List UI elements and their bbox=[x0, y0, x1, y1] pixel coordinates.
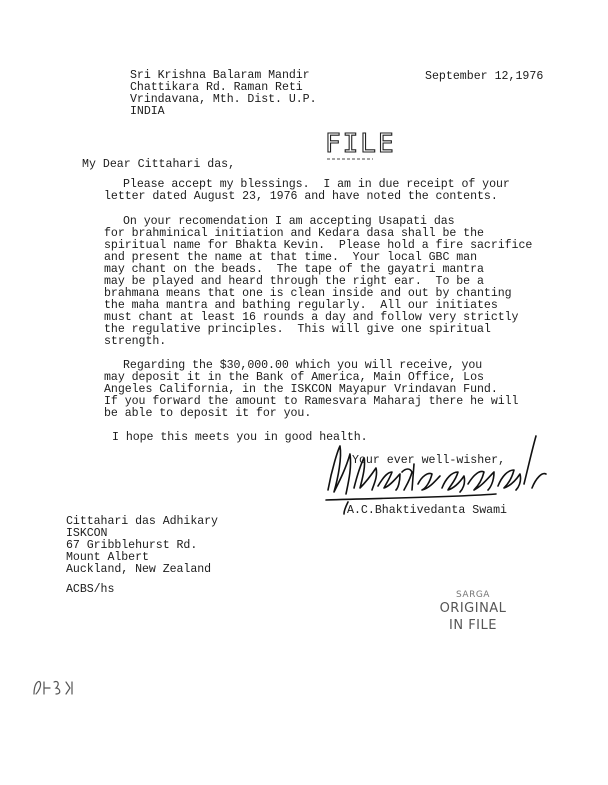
recipient-address-line: Mount Albert bbox=[66, 551, 149, 564]
body-line: I hope this meets you in good health. bbox=[112, 431, 368, 444]
sender-address-line: INDIA bbox=[130, 105, 165, 118]
stamp-small-text: SARGA bbox=[456, 590, 490, 600]
stamp-line-original: ORIGINAL bbox=[439, 601, 507, 616]
body-line: Angeles California, in the ISKCON Mayapur Vrindavan Fund. bbox=[104, 383, 498, 396]
letter-date: September 12,1976 bbox=[425, 70, 544, 83]
margin-scribble bbox=[30, 676, 78, 700]
body-line: and present the name at that time. Your local GBC man bbox=[104, 251, 477, 264]
file-stamp bbox=[323, 126, 396, 164]
body-line: If you forward the amount to Ramesvara Maharaj there he will bbox=[104, 395, 519, 408]
body-line: spiritual name for Bhakta Kevin. Please hold a fire sacrifice bbox=[104, 239, 533, 252]
body-line: be able to deposit it for you. bbox=[104, 407, 312, 420]
body-line: for brahminical initiation and Kedara dasa shall be the bbox=[104, 227, 484, 240]
body-line: the maha mantra and bathing regularly. All our initiates bbox=[104, 299, 498, 312]
body-line: Regarding the $30,000.00 which you will receive, you bbox=[123, 359, 483, 372]
stamp-line-in-file: IN FILE bbox=[449, 618, 497, 633]
body-line: may be played and heard through the right ear. To be a bbox=[104, 275, 484, 288]
body-line: may chant on the beads. The tape of the gayatri mantra bbox=[104, 263, 484, 276]
recipient-address-line: Cittahari das Adhikary bbox=[66, 515, 218, 528]
body-line: may deposit it in the Bank of America, Main Office, Los bbox=[104, 371, 484, 384]
file-stamp-text: FILE bbox=[325, 129, 396, 159]
original-in-file-stamp bbox=[428, 590, 518, 634]
body-line: brahmana means that one is clean inside and out by chanting bbox=[104, 287, 512, 300]
recipient-address-line: 67 Gribblehurst Rd. bbox=[66, 539, 198, 552]
signer-name: A.C.Bhaktivedanta Swami bbox=[347, 504, 508, 517]
body-line: the regulative principles. This will give one spiritual bbox=[104, 323, 491, 336]
sender-address-line: Vrindavana, Mth. Dist. U.P. bbox=[130, 93, 317, 106]
typist-initials: ACBS/hs bbox=[66, 583, 115, 596]
sender-address-line: Sri Krishna Balaram Mandir bbox=[130, 69, 310, 82]
closing: Your ever well-wisher, bbox=[352, 454, 506, 467]
body-line: letter dated August 23, 1976 and have noted the contents. bbox=[104, 190, 498, 203]
body-line: On your recomendation I am accepting Usapati das bbox=[123, 215, 455, 228]
sender-address-line: Chattikara Rd. Raman Reti bbox=[130, 81, 303, 94]
recipient-address-line: ISKCON bbox=[66, 527, 108, 540]
body-line: Please accept my blessings. I am in due receipt of your bbox=[123, 178, 510, 191]
salutation: My Dear Cittahari das, bbox=[82, 158, 236, 171]
body-line: must chant at least 16 rounds a day and follow very strictly bbox=[104, 311, 519, 324]
body-line: strength. bbox=[104, 335, 167, 348]
recipient-address-line: Auckland, New Zealand bbox=[66, 563, 212, 576]
